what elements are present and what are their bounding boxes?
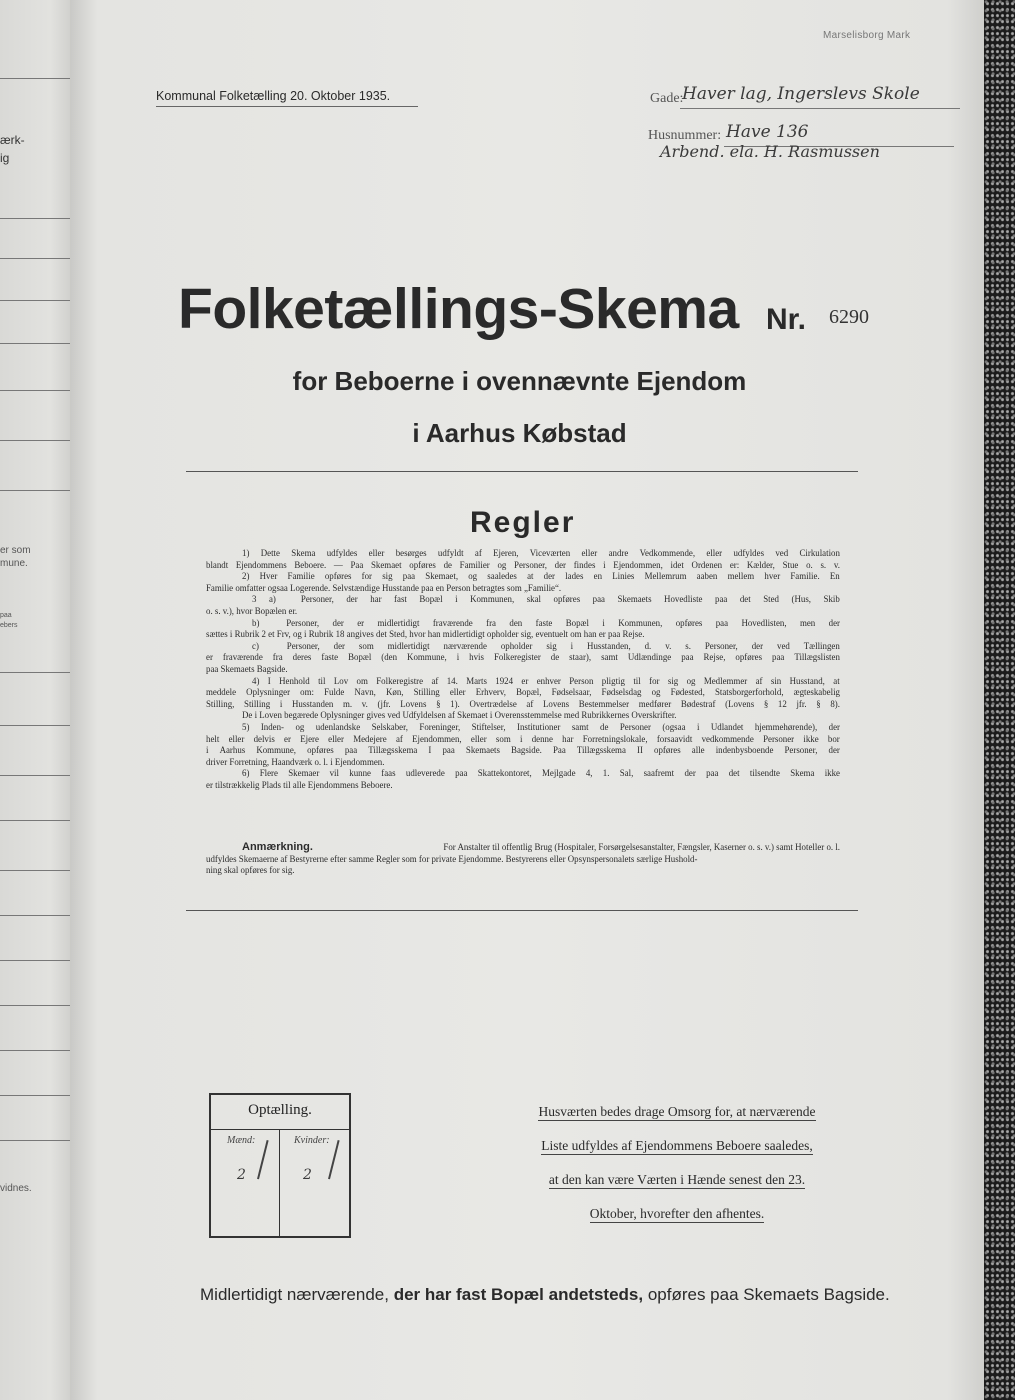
rule-line: 3 a) Personer, der har fast Bopæl i Kommunen, skal opføres paa Skemaets Hovedliste paa det Sted (Hus, Skib	[252, 594, 840, 605]
anmaerkning-line: ning skal opføres for sig.	[206, 865, 295, 876]
left-facing-page	[0, 0, 72, 1400]
handwritten-check-mark	[257, 1140, 268, 1179]
rule-line: Familie omfatter ogsaa Logerende. Selvstændige Husstande paa en Person betragtes som „Familie“.	[206, 582, 562, 593]
rule-line: De i Loven begærede Oplysninger gives ved Udfyldelsen af Skemaet i Overensstemmelse med Rubrikkernes Overskrifter.	[242, 710, 677, 721]
rule-line: o. s. v.), hvor Bopælen er.	[206, 605, 298, 616]
notice-line: Liste udfyldes af Ejendommens Beboere saaledes,	[541, 1138, 813, 1153]
form-number-value: 6290	[829, 306, 869, 328]
husnummer-handwritten-value: Have 136	[726, 122, 809, 142]
rule-line: i Aarhus Kommune, opføres paa Tillægsskema I paa Skemaets Bagside. Paa Tillægsskema II opføres alle indenbysboende Personer, der	[206, 745, 840, 756]
rule-line: driver Forretning, Haandværk o. l. i Ejendommen.	[206, 756, 385, 767]
optaelling-box	[209, 1093, 351, 1238]
left-page-fragment: ebers	[0, 622, 18, 629]
rule-line: 1) Dette Skema udfyldes eller besørges udfyldt af Ejeren, Viceværten eller andre Vedkommende, eller udfyldes ved Cirkulation	[242, 548, 840, 558]
left-page-fragment: er som	[0, 545, 31, 556]
rule-line: sættes i Rubrik 2 et Frv, og i Rubrik 18 angives det Sted, hvor han midlertidigt opholder sig, eventuelt om han er paa Rejse.	[206, 629, 645, 640]
left-page-fragment: vidnes.	[0, 1183, 32, 1194]
rule-line: b) Personer, der er midlertidigt fraværende fra den faste Bopæl i Kommunen, opføres paa Hovedlisten, men der	[252, 617, 840, 628]
book-binding	[984, 0, 1015, 1400]
divider-bottom	[186, 910, 858, 911]
left-page-rule	[0, 78, 72, 79]
optaelling-column-divider	[279, 1129, 280, 1236]
rule-line: 4) I Henhold til Lov om Folkeregistre af 14. Marts 1924 er enhver Person pligtig til for sig og Medlemmer af sin Husstand, at	[252, 675, 840, 686]
husnummer-handwritten-note: Arbend. ela. H. Rasmussen	[660, 142, 880, 161]
landlord-notice	[512, 1095, 842, 1231]
rule-line: er tilstrækkelig Plads til alle Ejendommens Beboere.	[206, 779, 393, 790]
kvinder-label: Kvinder:	[294, 1135, 330, 1146]
rule-line: blandt Ejendommens Beboere. — Paa Skemaet opføres de Familier og Personer, der findes i Ejendommen, idet Ordenen er: Kælder, Stue o. s. v.	[206, 559, 840, 570]
left-page-fragment: paa	[0, 612, 12, 619]
kvinder-value: 2	[303, 1167, 312, 1183]
form-subtitle-2: i Aarhus Købstad	[412, 418, 627, 448]
notice-line: Oktober, hvorefter den afhentes.	[589, 1206, 765, 1221]
anmaerkning-line: Anmærkning. For Anstalter til offentlig Brug (Hospitaler, Forsørgelsesanstalter, Fængsler, Kaserner o. s. v.) samt Hoteller o. l.	[242, 842, 840, 853]
rule-line: helt eller delvis er Ejere eller Medejere af Ejendommen, eller som i denne har Forretningslokale, forsaavidt vedkommende Personer ikke bor	[206, 733, 840, 744]
census-heading-underline	[156, 106, 418, 107]
rule-line: c) Personer, der som midlertidigt nærværende opholder sig i Husstanden, d. v. s. Personer, der ved Tællingen	[252, 640, 840, 651]
rule-line: er fraværende fra deres faste Bopæl (den Kommune, i hvis Folkeregister de staar), samt Udlændinge paa Rejse, opføres paa Tillægslisten	[206, 652, 840, 663]
form-subtitle-1: for Beboerne i ovennævnte Ejendom	[292, 366, 747, 396]
left-page-fragment: ig	[0, 151, 10, 165]
anmaerkning-label: Anmærkning.	[242, 842, 313, 853]
husnummer-label: Husnummer:	[648, 128, 722, 143]
footer-note: Midlertidigt nærværende, der har fast Bopæl andetsteds, opføres paa Skemaets Bagside.	[200, 1285, 890, 1304]
left-page-fragment: mune.	[0, 558, 28, 569]
rule-line: 6) Flere Skemaer vil kunne faas udleverede paa Skattekontoret, Mejlgade 4, 1. Sal, saafremt der paa det tilsendte Skema ikke	[242, 768, 840, 779]
anmaerkning-block	[206, 842, 840, 877]
divider-top	[186, 471, 858, 472]
optaelling-divider	[211, 1129, 349, 1130]
rule-line: Stilling, Stilling i Husstanden m. v. (jfr. Lovens § 1). Overtrædelse af Lovens Bestemmelser medfører Bødestraf (Lovens § 12 jfr. § 8).	[206, 698, 840, 709]
optaelling-title: Optælling.	[248, 1102, 312, 1118]
rule-line: 2) Hver Familie opføres for sig paa Skemaet, og saaledes at der lades en Linies Mellemrum aaben mellem hver Familie. En	[242, 571, 840, 582]
form-title: Folketællings-Skema	[178, 277, 739, 341]
left-page-fragment: ærk-	[0, 133, 25, 147]
gade-label: Gade:	[650, 91, 684, 106]
notice-line: Husværten bedes drage Omsorg for, at nærværende	[538, 1104, 816, 1119]
maend-value: 2	[237, 1167, 246, 1183]
rule-line: paa Skemaets Bagside.	[206, 663, 288, 674]
maend-label: Mænd:	[227, 1135, 256, 1146]
gade-handwritten-value: Haver lag, Ingerslevs Skole	[682, 84, 920, 104]
rules-heading: Regler	[470, 506, 576, 539]
census-heading: Kommunal Folketælling 20. Oktober 1935.	[156, 89, 391, 103]
notice-line: at den kan være Værten i Hænde senest den 23.	[548, 1172, 806, 1187]
rules-body	[206, 548, 840, 791]
anmaerkning-line: udfyldes Skemaerne af Bestyrerne efter samme Regler som for private Ejendomme. Bestyrerens eller Opsynspersonalets særlige Hushold-	[206, 853, 698, 864]
rule-line: meddele Oplysninger om: Fulde Navn, Køn, Stilling eller Erhverv, Bopæl, Fødselsaar, Fødselsdag og Fødested, Statsborgerforhold, ægteskabelig	[206, 687, 840, 698]
archive-stamp: Marselisborg Mark	[823, 30, 911, 41]
form-number-label: Nr.	[766, 303, 807, 336]
rule-line: 5) Inden- og udenlandske Selskaber, Foreninger, Stiftelser, Institutioner samt de Personer (ogsaa i Udlandet hjemmehørende), der	[242, 721, 840, 732]
gade-line	[680, 108, 960, 109]
